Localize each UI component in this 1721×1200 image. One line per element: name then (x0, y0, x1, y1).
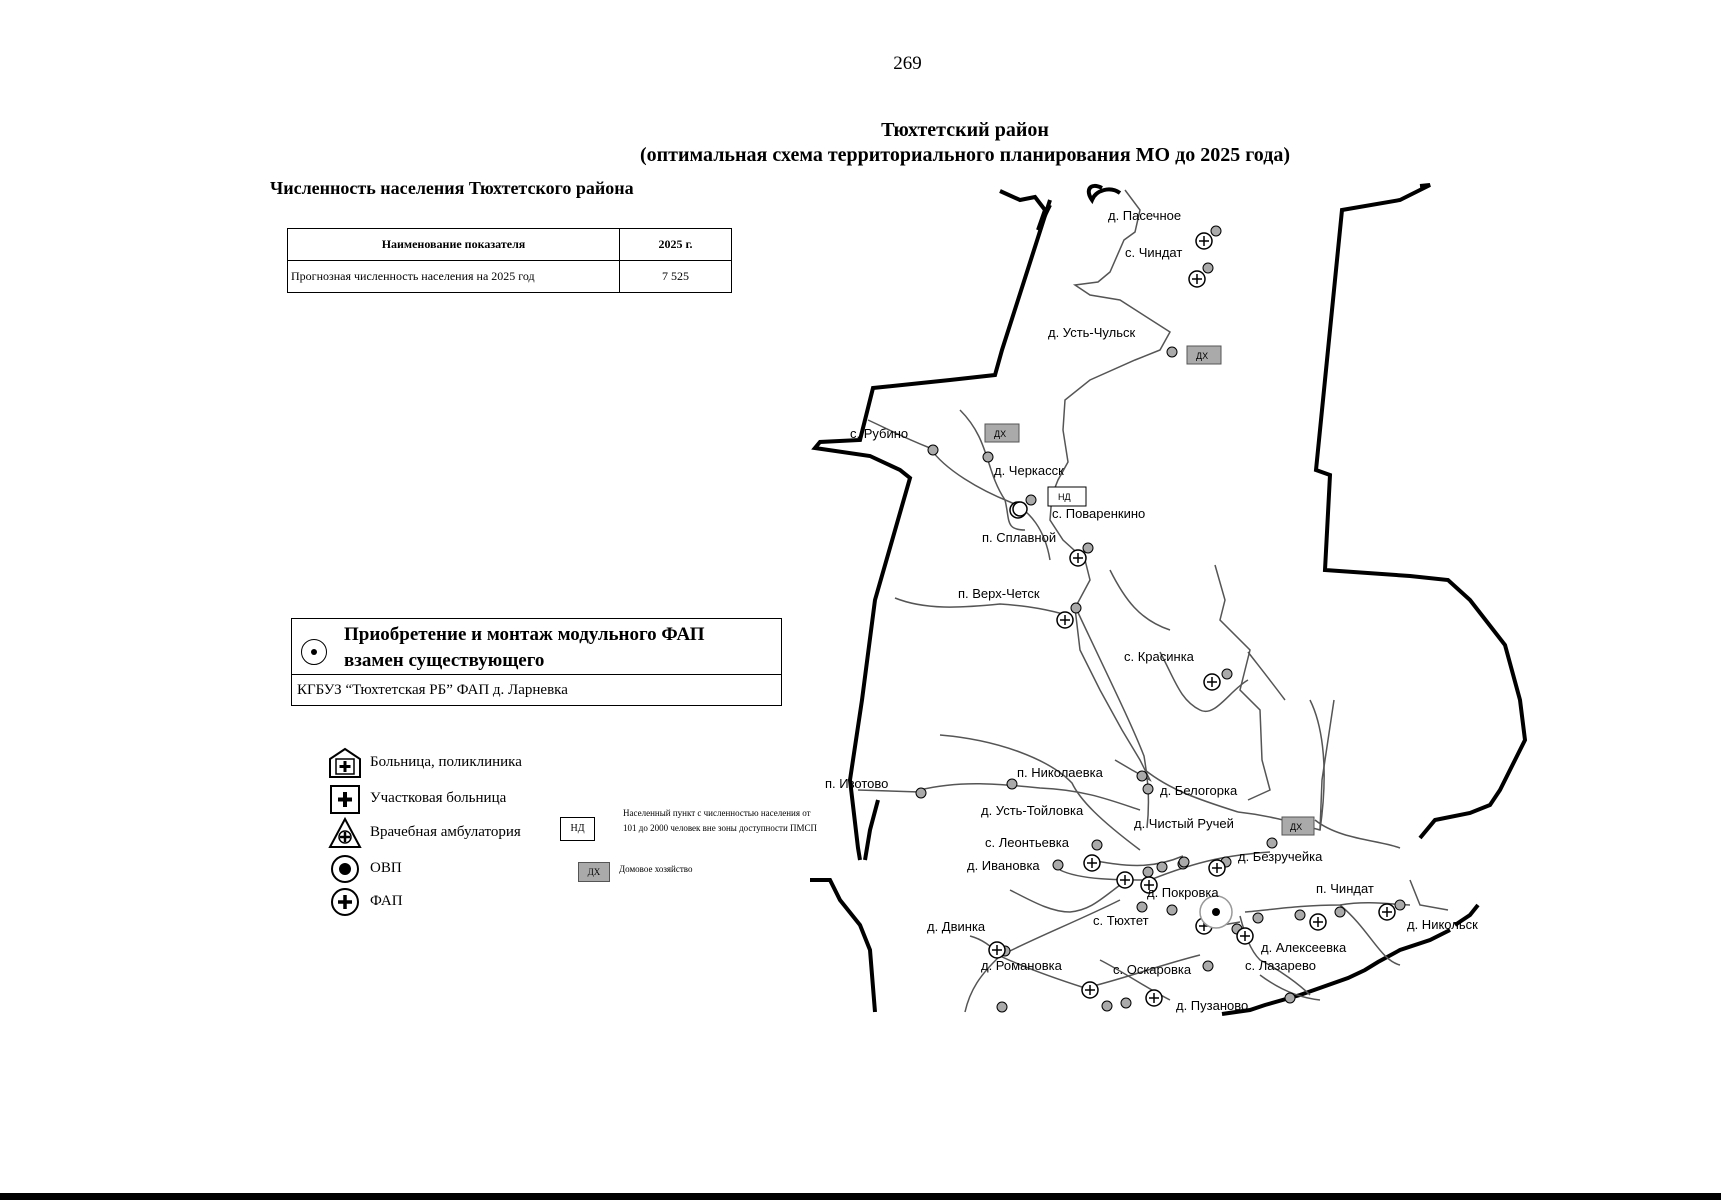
fap-icon (1189, 271, 1205, 287)
legend-ovp-label: ОВП (370, 860, 402, 876)
bottom-border (0, 1193, 1721, 1200)
place-labels (825, 208, 1478, 1013)
place-belogorka: д. Белогорка (1160, 783, 1238, 798)
fap-icon (1310, 914, 1326, 930)
fap-icon (1237, 928, 1253, 944)
fap-icon (1057, 612, 1073, 628)
legend-nd-tag: НД (560, 817, 595, 841)
village-dot (1267, 838, 1277, 848)
place-pasechnoe: д. Пасечное (1108, 208, 1182, 223)
table-cell-value: 7 525 (620, 261, 732, 293)
place-cherkassk: д. Черкасск (994, 463, 1064, 478)
village-dot (1335, 907, 1345, 917)
village-dot (1222, 669, 1232, 679)
village-dot (916, 788, 926, 798)
legend-fap-label: ФАП (370, 893, 403, 909)
place-lazarevo: с. Лазарево (1245, 958, 1316, 973)
fap-box-title-line-1: Приобретение и монтаж модульного ФАП (344, 624, 705, 645)
village-dot (1285, 993, 1295, 1003)
village-dot (1053, 860, 1063, 870)
nd-tag-1: НД (1058, 492, 1071, 502)
fap-icon (1117, 872, 1133, 888)
place-nikolsk: д. Никольск (1407, 917, 1478, 932)
village-dot (1121, 998, 1131, 1008)
place-rubino: с. Рубино (850, 426, 909, 441)
place-romanovka: д. Романовка (981, 958, 1062, 973)
place-pokrovka: д. Покровка (1147, 885, 1219, 900)
place-chisty-ruchey: д. Чистый Ручей (1134, 816, 1234, 831)
place-ust-chulsk: д. Усть-Чульск (1048, 325, 1136, 340)
place-tyukhtet: с. Тюхтет (1093, 913, 1149, 928)
place-dvinka: д. Двинка (927, 919, 986, 934)
village-dot (1179, 857, 1189, 867)
title-line-2: (оптимальная схема территориального планирования МО до 2025 года) (640, 144, 1290, 166)
table-cell-indicator: Прогнозная численность населения на 2025 год (288, 261, 620, 293)
place-splavnoy: п. Сплавной (982, 530, 1057, 545)
village-dot (1083, 543, 1093, 553)
fap-icon (1084, 855, 1100, 871)
dh-tag-3: ДХ (1290, 822, 1303, 832)
fap-box-row: КГБУЗ “Тюхтетская РБ” ФАП д. Ларневка (297, 682, 568, 698)
dh-tag-1: ДХ (1196, 351, 1209, 361)
village-dot (1167, 347, 1177, 357)
place-leontyevka: с. Леонтьевка (985, 835, 1069, 850)
village-dot (1295, 910, 1305, 920)
place-chindat-south: п. Чиндат (1316, 881, 1374, 896)
legend-dh-tag: ДХ (578, 862, 610, 882)
village-dot (1167, 905, 1177, 915)
table-header-indicator: Наименование показателя (288, 229, 620, 261)
fap-icon (1070, 550, 1086, 566)
place-bezruchyka: д. Безручейка (1238, 849, 1323, 864)
village-dot (1143, 784, 1153, 794)
place-krasinka: с. Красинка (1124, 649, 1194, 664)
place-ust-toylovka: д. Усть-Тойловка (981, 803, 1084, 818)
legend-ambulatory-label: Врачебная амбулатория (370, 824, 521, 840)
village-dot (1211, 226, 1221, 236)
place-izotovo: п. Изотово (825, 776, 889, 791)
table-header-year: 2025 г. (620, 229, 732, 261)
title-line-1: Тюхтетский район (881, 119, 1049, 141)
place-chindat-north: с. Чиндат (1125, 245, 1183, 260)
place-povarenkino: с. Поваренкино (1052, 506, 1146, 521)
village-dot (1253, 913, 1263, 923)
place-verkh-chetsk: п. Верх-Четск (958, 586, 1040, 601)
village-dot (1395, 900, 1405, 910)
village-dot (1026, 495, 1036, 505)
fap-icon (1146, 990, 1162, 1006)
village-dot (1143, 867, 1153, 877)
village-dot (1137, 771, 1147, 781)
place-oskarovka: с. Оскаровка (1113, 962, 1192, 977)
village-dot (928, 445, 938, 455)
village-dot (1203, 961, 1213, 971)
population-heading: Численность населения Тюхтетского района (270, 178, 634, 198)
legend-hospital-label: Больница, поликлиника (370, 754, 522, 770)
village-dot (983, 452, 993, 462)
village-dot (1137, 902, 1147, 912)
fap-icon (1379, 904, 1395, 920)
fap-icon (1196, 233, 1212, 249)
fap-box-title-line-2: взамен существующего (344, 650, 545, 671)
nd-tags (1048, 487, 1086, 506)
village-dot (1102, 1001, 1112, 1011)
fap-icon (989, 942, 1005, 958)
place-alekseevka: д. Алексеевка (1261, 940, 1347, 955)
dh-tag-2: ДХ (994, 429, 1007, 439)
village-dot (1157, 862, 1167, 872)
village-dot (997, 1002, 1007, 1012)
place-nikolaevka: п. Николаевка (1017, 765, 1103, 780)
legend-district-hospital-label: Участковая больница (370, 790, 507, 806)
place-puzanovo: д. Пузаново (1176, 998, 1249, 1013)
village-dot (1092, 840, 1102, 850)
fap-icon (1209, 860, 1225, 876)
fap-icon (1082, 982, 1098, 998)
village-dot (1007, 779, 1017, 789)
place-ivanovka: д. Ивановка (967, 858, 1040, 873)
village-dot (1071, 603, 1081, 613)
legend-dh-label: Домовое хозяйство (619, 864, 693, 874)
page-number: 269 (893, 53, 922, 74)
fap-icon (1204, 674, 1220, 690)
legend-nd-label: Населенный пункт с численностью населения от 101 до 2000 человек вне зоны доступности ПМСП (623, 808, 818, 833)
village-dot (1203, 263, 1213, 273)
